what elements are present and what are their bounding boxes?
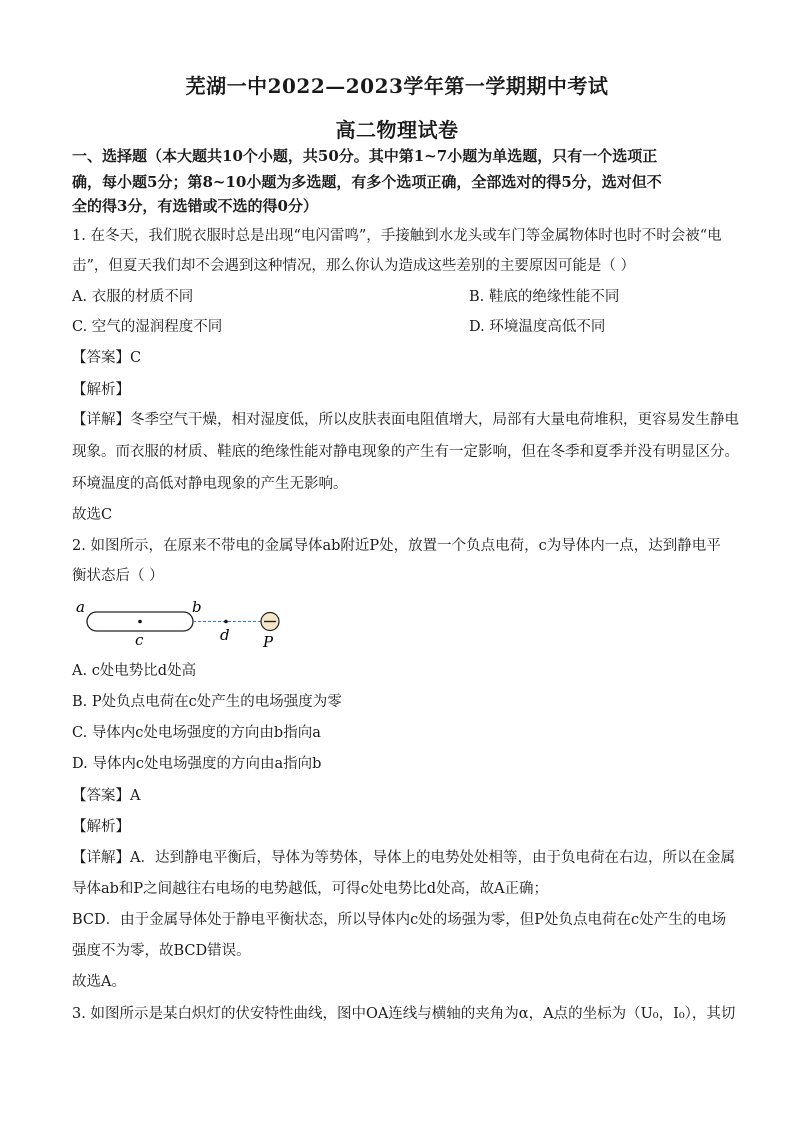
- q1-detail-line1: 【详解】冬季空气干燥，相对湿度低，所以皮肤表面电阻值增大，局部有大量电荷堆积，更容易发生静电: [72, 412, 739, 428]
- q2-detail-line3: BCD．由于金属导体处于静电平衡状态，所以导体内c处的场强为零，但P处负点电荷在c处产生的电场: [72, 912, 727, 928]
- exam-title: 芜湖一中2022—2023学年第一学期期中考试: [185, 74, 609, 98]
- q1-answer: 【答案】C: [72, 350, 142, 366]
- q2-option-d: D. 导体内c处电场强度的方向由a指向b: [72, 756, 322, 772]
- diagram-label-d: d: [220, 626, 230, 644]
- q1-stem-line1: 1. 在冬天，我们脱衣服时总是出现“电闪雷鸣”，手接触到水龙头或车门等金属物体时也时不时会被“电: [72, 228, 722, 244]
- q2-conclusion: 故选A。: [72, 974, 126, 990]
- q2-analysis-label: 【解析】: [72, 819, 130, 835]
- diagram-label-a: a: [76, 598, 85, 616]
- q1-detail-line3: 环境温度的高低对静电现象的产生无影响。: [72, 476, 348, 492]
- q2-stem-line2: 衡状态后（ ）: [72, 568, 164, 584]
- q1-option-d: D. 环境温度高低不同: [469, 319, 606, 335]
- q1-stem-line2: 击”，但夏天我们却不会遇到这种情况，那么你认为造成这些差别的主要原因可能是（ ）: [72, 258, 636, 274]
- diagram-label-c: c: [135, 631, 144, 649]
- q1-options-row2: [72, 317, 722, 337]
- q1-conclusion: 故选C: [72, 507, 113, 523]
- q1-detail-line2: 现象。而衣服的材质、鞋底的绝缘性能对静电现象的产生有一定影响，但在冬季和夏季并没有明显区分。: [72, 444, 739, 460]
- q2-option-b: B. P处负点电荷在c处产生的电场强度为零: [72, 694, 342, 710]
- q1-option-b: B. 鞋底的绝缘性能不同: [469, 289, 620, 305]
- q1-option-a: A. 衣服的材质不同: [72, 289, 194, 305]
- diagram-label-P: P: [263, 633, 274, 651]
- section-heading-line1: 一、选择题（本大题共10个小题，共50分。其中第1~7小题为单选题，只有一个选项正: [72, 147, 658, 165]
- conductor-diagram: [72, 595, 292, 655]
- diagram-label-b: b: [192, 598, 202, 616]
- q2-detail-line2: 导体ab和P之间越往右电场的电势越低，可得c处电势比d处高，故A正确；: [72, 881, 549, 897]
- q2-option-a: A. c处电势比d处高: [72, 663, 197, 679]
- q2-stem-line1: 2. 如图所示，在原来不带电的金属导体ab附近P处，放置一个负点电荷，c为导体内一点，达到静电平: [72, 538, 721, 554]
- q1-analysis-label: 【解析】: [72, 382, 130, 398]
- exam-subtitle: 高二物理试卷: [335, 118, 459, 142]
- section-heading-line2: 确，每小题5分；第8~10小题为多选题，有多个选项正确，全部选对的得5分，选对但不: [72, 173, 662, 191]
- section-heading-line3: 全的得3分，有选错或不选的得0分）: [72, 197, 318, 215]
- q2-option-c: C. 导体内c处电场强度的方向由b指向a: [72, 725, 321, 741]
- q1-option-c: C. 空气的湿润程度不同: [72, 319, 223, 335]
- point-d: [224, 620, 228, 624]
- point-c: [138, 620, 142, 624]
- q2-detail-line4: 强度不为零，故BCD错误。: [72, 943, 251, 959]
- q2-detail-line1: 【详解】A．达到静电平衡后，导体为等势体，导体上的电势处处相等，由于负电荷在右边，所以在金属: [72, 850, 735, 866]
- q3-stem-line1: 3. 如图所示是某白炽灯的伏安特性曲线，图中OA连线与横轴的夹角为α，A点的坐标为（U₀，I₀），其切: [72, 1006, 736, 1022]
- q2-answer: 【答案】A: [72, 788, 141, 804]
- q1-options-row1: [72, 287, 722, 307]
